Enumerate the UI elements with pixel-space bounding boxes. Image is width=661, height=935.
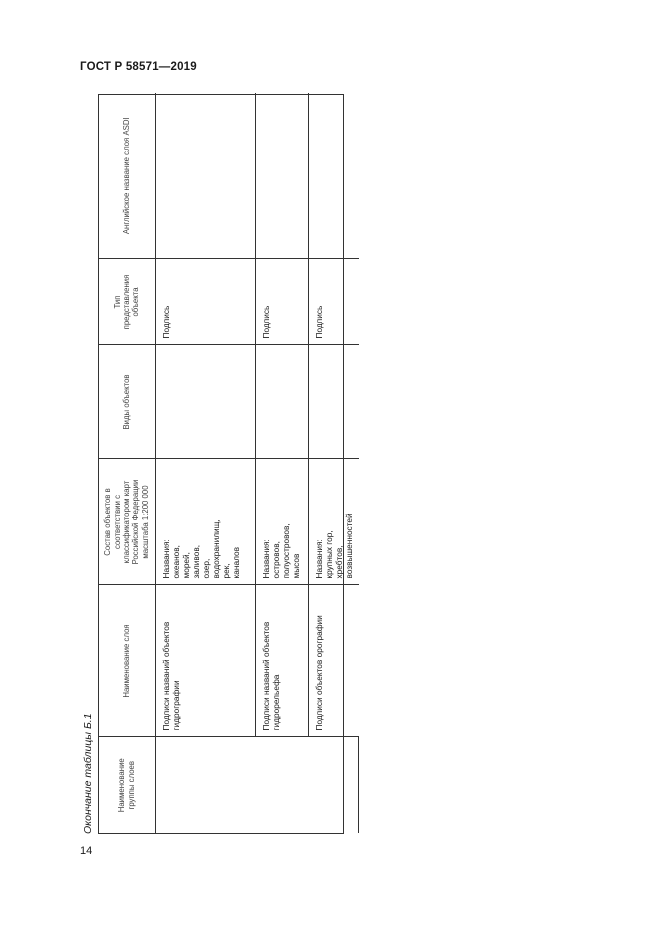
layer-cell: Подписи объектов орографии (308, 585, 359, 737)
layers-table (99, 93, 359, 833)
layer-cell: Подписи названий объектов гидрографии (155, 585, 255, 737)
rotated-table-block (78, 92, 354, 838)
english-name-cell (308, 93, 359, 259)
representation-cell: Подпись (255, 259, 308, 345)
column-header-layer: Наименование слоя (99, 585, 155, 737)
table-frame (98, 94, 354, 834)
column-header-kinds: Виды объектов (99, 345, 155, 459)
table-row (308, 93, 359, 833)
table-row (255, 93, 308, 833)
kinds-cell (308, 345, 359, 459)
column-header-group: Наименование группы слоев (99, 737, 155, 833)
composition-cell: Названия: крупных гор, хребтов, возвышенностей (308, 459, 359, 585)
representation-cell: Подпись (308, 259, 359, 345)
standard-header: ГОСТ Р 58571—2019 (80, 61, 197, 73)
kinds-cell (155, 345, 255, 459)
kinds-cell (255, 345, 308, 459)
column-header-english: Английское название слоя ASDI (99, 93, 155, 259)
table-header-row (99, 93, 155, 833)
composition-cell: Названия: островов, полуостровов, мысов (255, 459, 308, 585)
column-header-composition: Состав объектов в соответствии с классификатором карт Российской Федерации масштаба 1:200 000 (99, 459, 155, 585)
english-name-cell (255, 93, 308, 259)
english-name-cell (155, 93, 255, 259)
column-header-representation: Тип представления объекта (99, 259, 155, 345)
group-cell (155, 737, 359, 833)
layer-cell: Подписи названий объектов гидрорельефа (255, 585, 308, 737)
table-row (155, 93, 255, 833)
composition-cell: Названия: океанов, морей, заливов, озер, водохранилищ, рек, каналов (155, 459, 255, 585)
representation-cell: Подпись (155, 259, 255, 345)
page-number: 14 (80, 845, 93, 857)
table-caption: Окончание таблицы Б.1 (82, 713, 94, 834)
